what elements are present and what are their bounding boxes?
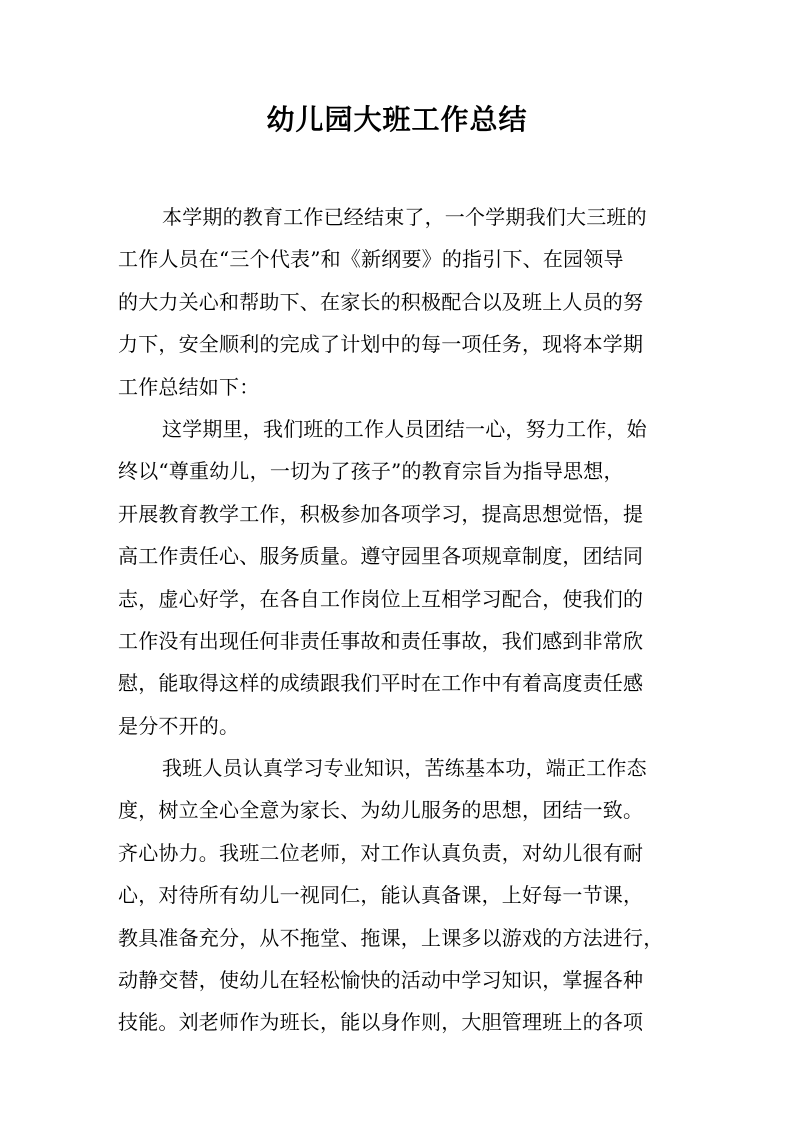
text-line: 慰，能取得这样的成绩跟我们平时在工作中有着高度责任感 xyxy=(118,671,644,696)
text-line: 是分不开的。 xyxy=(118,713,240,738)
document-body xyxy=(118,196,684,1044)
text-line: 度，树立全心全意为家长、为幼儿服务的思想，团结一致。 xyxy=(118,798,644,823)
text-line: 齐心协力。我班二位老师，对工作认真负责，对幼儿很有耐 xyxy=(118,840,644,865)
text-line: 这学期里，我们班的工作人员团结一心，努力工作，始 xyxy=(162,416,647,441)
text-line: 的大力关心和帮助下、在家长的积极配合以及班上人员的努 xyxy=(118,289,644,314)
text-line: 心，对待所有幼儿一视同仁，能认真备课，上好每一节课， xyxy=(118,883,644,908)
text-line: 高工作责任心、服务质量。遵守园里各项规章制度，团结同 xyxy=(118,544,644,569)
text-line: 动静交替，使幼儿在轻松愉快的活动中学习知识，掌握各种 xyxy=(118,968,644,993)
text-line: 技能。刘老师作为班长，能以身作则，大胆管理班上的各项 xyxy=(118,1010,644,1035)
text-line: 开展教育教学工作，积极参加各项学习，提高思想觉悟，提 xyxy=(118,501,644,526)
text-line: 工作人员在“三个代表”和《新纲要》的指引下、在园领导 xyxy=(118,247,624,272)
document-title: 幼儿园大班工作总结 xyxy=(266,103,528,136)
text-line: 工作没有出现任何非责任事故和责任事故，我们感到非常欣 xyxy=(118,628,644,653)
text-line: 力下，安全顺利的完成了计划中的每一项任务，现将本学期 xyxy=(118,332,644,357)
text-line: 本学期的教育工作已经结束了，一个学期我们大三班的 xyxy=(162,205,647,229)
text-line: 我班人员认真学习专业知识，苦练基本功，端正工作态 xyxy=(162,756,647,781)
text-line: 教具准备充分，从不拖堂、拖课，上课多以游戏的方法进行， xyxy=(118,925,664,950)
text-line: 终以“尊重幼儿，一切为了孩子”的教育宗旨为指导思想， xyxy=(118,459,624,484)
text-line: 志，虚心好学，在各自工作岗位上互相学习配合，使我们的 xyxy=(118,586,644,611)
text-line: 工作总结如下： xyxy=(118,374,260,399)
